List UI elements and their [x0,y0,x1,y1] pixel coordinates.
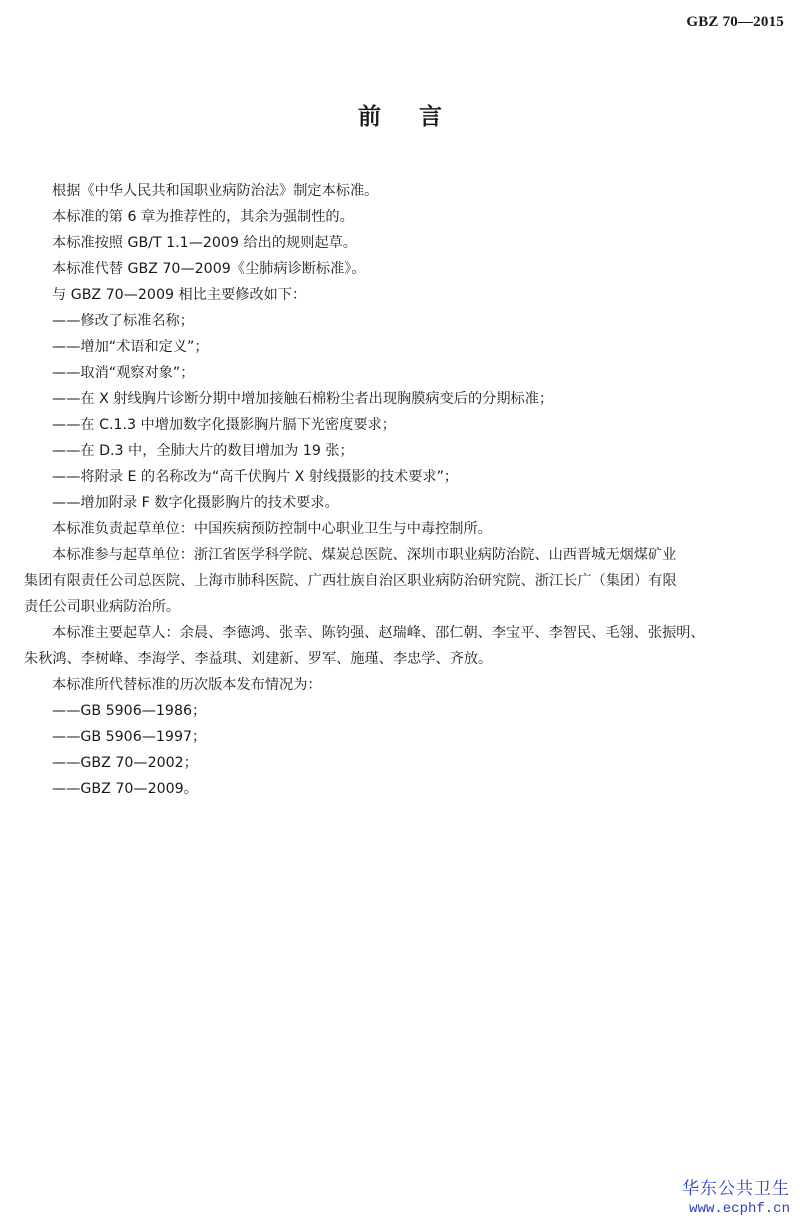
watermark-url: www.ecphf.cn [689,1201,790,1217]
change-list-item: ——将附录 E 的名称改为“高千伏胸片 X 射线摄影的技术要求”； [52,469,459,485]
paragraph: 与 GBZ 70—2009 相比主要修改如下： [52,287,307,303]
history-item: ——GB 5906—1997； [52,729,207,745]
paragraph: 本标准代替 GBZ 70—2009《尘肺病诊断标准》。 [52,261,366,277]
history-intro: 本标准所代替标准的历次版本发布情况为： [52,677,322,693]
change-list-item: ——在 C.1.3 中增加数字化摄影胸片膈下光密度要求； [52,417,396,433]
standard-code: GBZ 70—2015 [686,14,784,30]
watermark [682,1178,790,1218]
change-list-item: ——在 X 射线胸片诊断分期中增加接触石棉粉尘者出现胸膜病变后的分期标准； [52,391,554,407]
history-item: ——GB 5906—1986； [52,703,207,719]
participating-units-line: 责任公司职业病防治所。 [24,599,181,615]
change-list-item: ——增加“术语和定义”； [52,339,209,355]
drafters [24,620,782,672]
history-item: ——GBZ 70—2009。 [52,781,198,797]
drafters-line: 朱秋鸿、李树峰、李海学、李益琪、刘建新、罗军、施瑾、李忠学、齐放。 [24,651,493,667]
paragraph: 根据《中华人民共和国职业病防治法》制定本标准。 [52,183,379,199]
change-list-item: ——增加附录 F 数字化摄影胸片的技术要求。 [52,495,339,511]
drafters-line: 本标准主要起草人：余晨、李德鸿、张幸、陈钧强、赵瑞峰、邵仁朝、李宝平、李智民、毛翎、张振明、 [52,625,705,641]
page-title: 前言 [358,104,480,130]
watermark-title: 华东公共卫生 [682,1179,790,1199]
change-list-item: ——取消“观察对象”； [52,365,195,381]
change-list-item: ——在 D.3 中，全肺大片的数目增加为 19 张； [52,443,354,459]
preface-body [24,178,782,802]
paragraph: 本标准负责起草单位：中国疾病预防控制中心职业卫生与中毒控制所。 [52,521,492,537]
paragraph: 本标准的第 6 章为推荐性的，其余为强制性的。 [52,209,354,225]
change-list-item: ——修改了标准名称； [52,313,194,329]
participating-units-line: 本标准参与起草单位：浙江省医学科学院、煤炭总医院、深圳市职业病防治院、山西晋城无烟煤矿业 [52,547,677,563]
paragraph: 本标准按照 GB/T 1.1—2009 给出的规则起草。 [52,235,357,251]
participating-units [24,542,782,620]
participating-units-line: 集团有限责任公司总医院、上海市肺科医院、广西壮族自治区职业病防治研究院、浙江长广（集团）有限 [24,573,677,589]
history-item: ——GBZ 70—2002； [52,755,198,771]
